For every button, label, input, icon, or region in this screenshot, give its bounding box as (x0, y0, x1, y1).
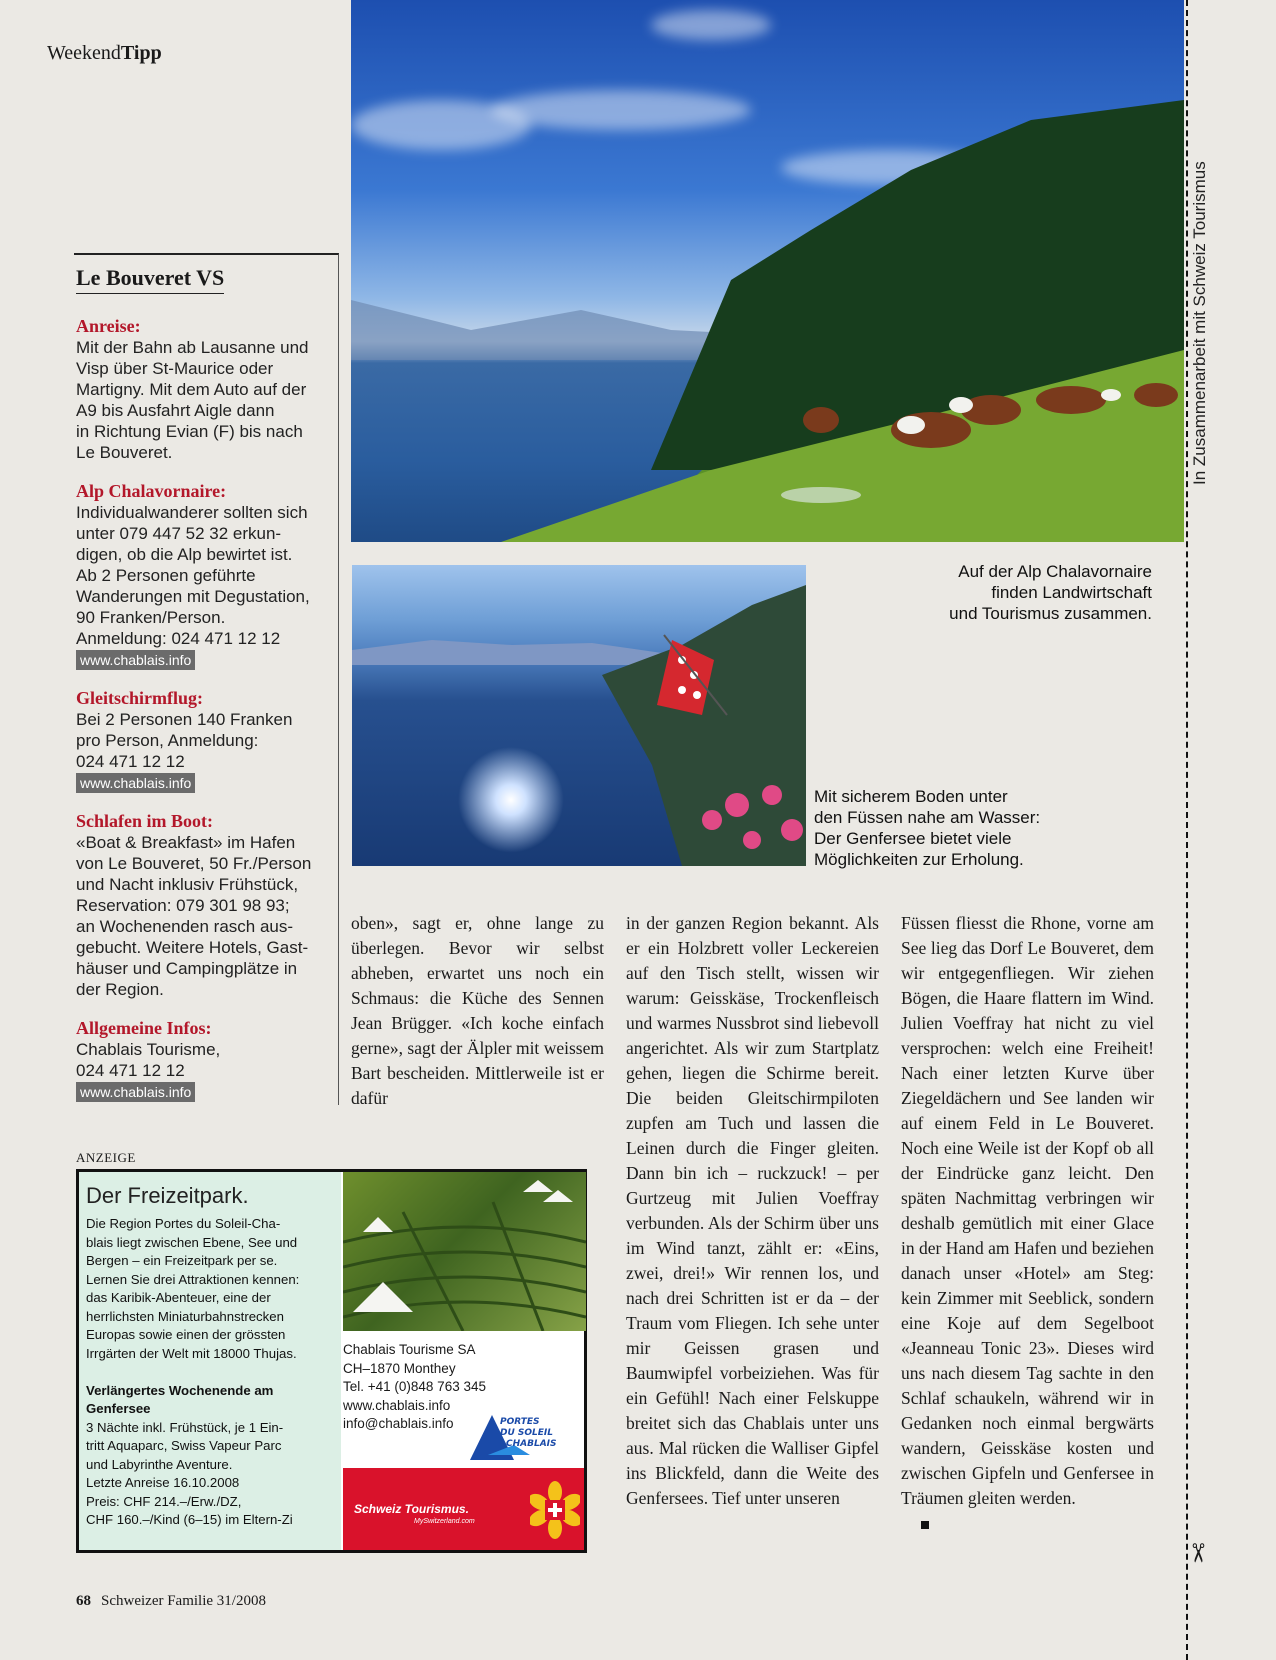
article-column-1 (351, 911, 604, 1111)
article-column-2 (626, 911, 879, 1511)
caption-main-photo: Auf der Alp Chalavornaire finden Landwirtschaft und Tourismus zusammen. (949, 562, 1152, 623)
info-link[interactable]: www.chablais.info (76, 650, 195, 670)
info-heading: Schlafen im Boot: (76, 811, 213, 831)
ad-contact: Chablais Tourisme SA CH–1870 Monthey Tel. +41 (0)848 763 345 www.chablais.info info@chablais.info (343, 1342, 486, 1431)
ad-description: Die Region Portes du Soleil-Cha- blais liegt zwischen Ebene, See und Bergen – ein Freizeitpark per se. Lernen Sie drei Attraktionen kennen: das Karibik-Abenteuer, eine der herrlichsten Miniaturbahnstrecken Europas sowie einen der grössten Irrgärten der Welt mit 18000 Thujas. (86, 1216, 300, 1361)
info-heading: Anreise: (76, 316, 141, 336)
info-link[interactable]: www.chablais.info (76, 773, 195, 793)
info-item-anreise (76, 316, 338, 463)
info-item-infos (76, 1018, 338, 1102)
ad-offer-title: Verlängertes Wochenende am Genfersee (86, 1382, 274, 1416)
info-text: Individualwanderer sollten sich unter 079 447 52 32 erkun- digen, ob die Alp bewirtet ist. Ab 2 Personen geführte Wanderungen mit Degustation, 90 Franken/Person. Anmeldung: 024 471 12 12 (76, 503, 310, 648)
ad-label: ANZEIGE (76, 1150, 136, 1165)
section-label-bold: Tipp (120, 42, 162, 64)
article-text: oben», sagt er, ohne lange zu überlegen. Bevor wir selbst abheben, erwartet uns noch ein Schmaus: die Küche des Sennen Jean Brügger. «Ich koche einfach gerne», sagt der Älpler mit weissem Bart bescheiden. Mittlerweile ist er dafür (351, 913, 604, 1108)
svg-text:CHABLAIS: CHABLAIS (506, 1439, 557, 1449)
info-text: «Boat & Breakfast» im Hafen von Le Bouveret, 50 Fr./Person und Nacht inklusiv Frühstück, Reservation: 079 301 98 93; an Wochenenden rasch aus- gebucht. Weitere Hotels, Gast- häuser und Campingplätze in der Region. (76, 833, 312, 999)
ad-brand-name: Schweiz Tourismus. (354, 1502, 469, 1516)
article-text: in der ganzen Region bekannt. Als er ein Holzbrett voller Leckereien auf den Tisch stellt, wissen wir warum: Geisskäse, Trockenfleisch und warmes Nussbrot sind liebevoll angerichtet. Als wir zum Startplatz gehen, liegen die Schirme bereit. Die beiden Gleitschirmpiloten zupfen am Tuch und lassen die Leinen durch die Finger gleiten. Dann bin ich – ruckzuck! – per Gurtzeug mit Julien Voeffray verbunden. Als der Schirm über uns im Wind tanzt, zählt er: «Eins, zwei, drei!» Wir rennen los, und nach drei Schritten ist er da – der Traum vom Fliegen. Ich sehe unter mir Geissen grasen und Baumwipfel vorbeiziehen. Was für ein Gefühl! Nach einer Felskuppe breitet sich das Chablais unter uns aus. Mal rücken die Walliser Gipfel ins Blickfeld, dann die Weite des Genfersees. Tief unter unseren (626, 913, 879, 1508)
ad-offer-text: 3 Nächte inkl. Frühstück, je 1 Ein- tritt Aquaparc, Swiss Vapeur Parc und Labyrinthe Aventure. Letzte Anreise 16.10.2008 Preis: CHF 214.–/Erw./DZ, CHF 160.–/Kind (6–15) im Eltern-Zi (86, 1419, 293, 1527)
alp-scene-graphic (351, 0, 1184, 542)
ad-body (86, 1215, 336, 1530)
section-label-regular: Weekend (47, 42, 121, 64)
photo-lake-flag (352, 565, 806, 866)
end-mark (921, 1521, 929, 1529)
scissors-icon: ✂ (1182, 1542, 1212, 1564)
info-item-alp (76, 481, 338, 670)
publication-name: Schweizer Familie 31/2008 (101, 1593, 266, 1609)
article-text: Füssen fliesst die Rhone, vorne am See lieg das Dorf Le Bouveret, dem wir entgegenfliegen. Wir ziehen Bögen, die Haare flattern im Wind. Julien Voeffray hat nicht zu viel versprochen: welch eine Freiheit! Nach einer letzten Kurve über Ziegeldächern und See landen wir auf einem Feld in Le Bouveret. Noch eine Weile ist der Kopf ob all der Eindrücke ganz leicht. Den späten Nachmittag verbringen wir deshalb gemütlich mit einer Glace in der Hand am Hafen und beziehen danach unser «Hotel» am Steg: kein Zimmer mit Seeblick, sondern eine Koje auf dem Segelboot «Jeanneau Tonic 23». Dieses wird uns nach diesem Tag sachte in den Schlaf schaukeln, während wir in Gedanken noch einmal bergwärts wandern, Geisskäse kosten und zwischen Gipfeln und Genfersee in Träumen gleiten werden. (901, 913, 1154, 1508)
info-item-gleitschirm (76, 688, 338, 793)
ad-photo-maze (343, 1172, 586, 1331)
maze-graphic (343, 1172, 586, 1331)
cut-line (1186, 0, 1188, 1660)
info-text: Chablais Tourisme, 024 471 12 12 (76, 1040, 221, 1080)
caption-lake-photo: Mit sicherem Boden unter den Füssen nahe am Wasser: Der Genfersee bietet viele Möglichkeiten zur Erholung. (814, 787, 1041, 869)
info-link[interactable]: www.chablais.info (76, 1082, 195, 1102)
page-footer (76, 1593, 266, 1610)
info-heading: Gleitschirmflug: (76, 688, 203, 708)
ad-title: Der Freizeitpark. (86, 1183, 249, 1208)
photo-alp-cows (351, 0, 1184, 542)
info-sidebar (74, 253, 339, 1105)
sidebar-title: Le Bouveret VS (76, 265, 224, 294)
info-heading: Allgemeine Infos: (76, 1018, 212, 1038)
info-item-boot (76, 811, 338, 1000)
info-text: Mit der Bahn ab Lausanne und Visp über St-Maurice oder Martigny. Mit dem Auto auf der A9 bis Ausfahrt Aigle dann in Richtung Evian (F) bis nach Le Bouveret. (76, 338, 309, 462)
section-label (47, 42, 162, 65)
ad-brand-url: MySwitzerland.com (414, 1518, 475, 1525)
swiss-tourism-flower-icon (530, 1480, 580, 1540)
info-text: Bei 2 Personen 140 Franken pro Person, Anmeldung: 024 471 12 12 (76, 710, 293, 771)
svg-text:DU SOLEIL: DU SOLEIL (500, 1428, 554, 1438)
svg-text:PORTES: PORTES (500, 1417, 540, 1427)
side-credit: In Zusammenarbeit mit Schweiz Tourismus (1190, 161, 1209, 485)
info-heading: Alp Chalavornaire: (76, 481, 227, 501)
lake-scene-graphic (352, 565, 806, 866)
page-number: 68 (76, 1593, 91, 1609)
article-column-3 (901, 911, 1154, 1536)
portes-du-soleil-logo (470, 1410, 580, 1465)
